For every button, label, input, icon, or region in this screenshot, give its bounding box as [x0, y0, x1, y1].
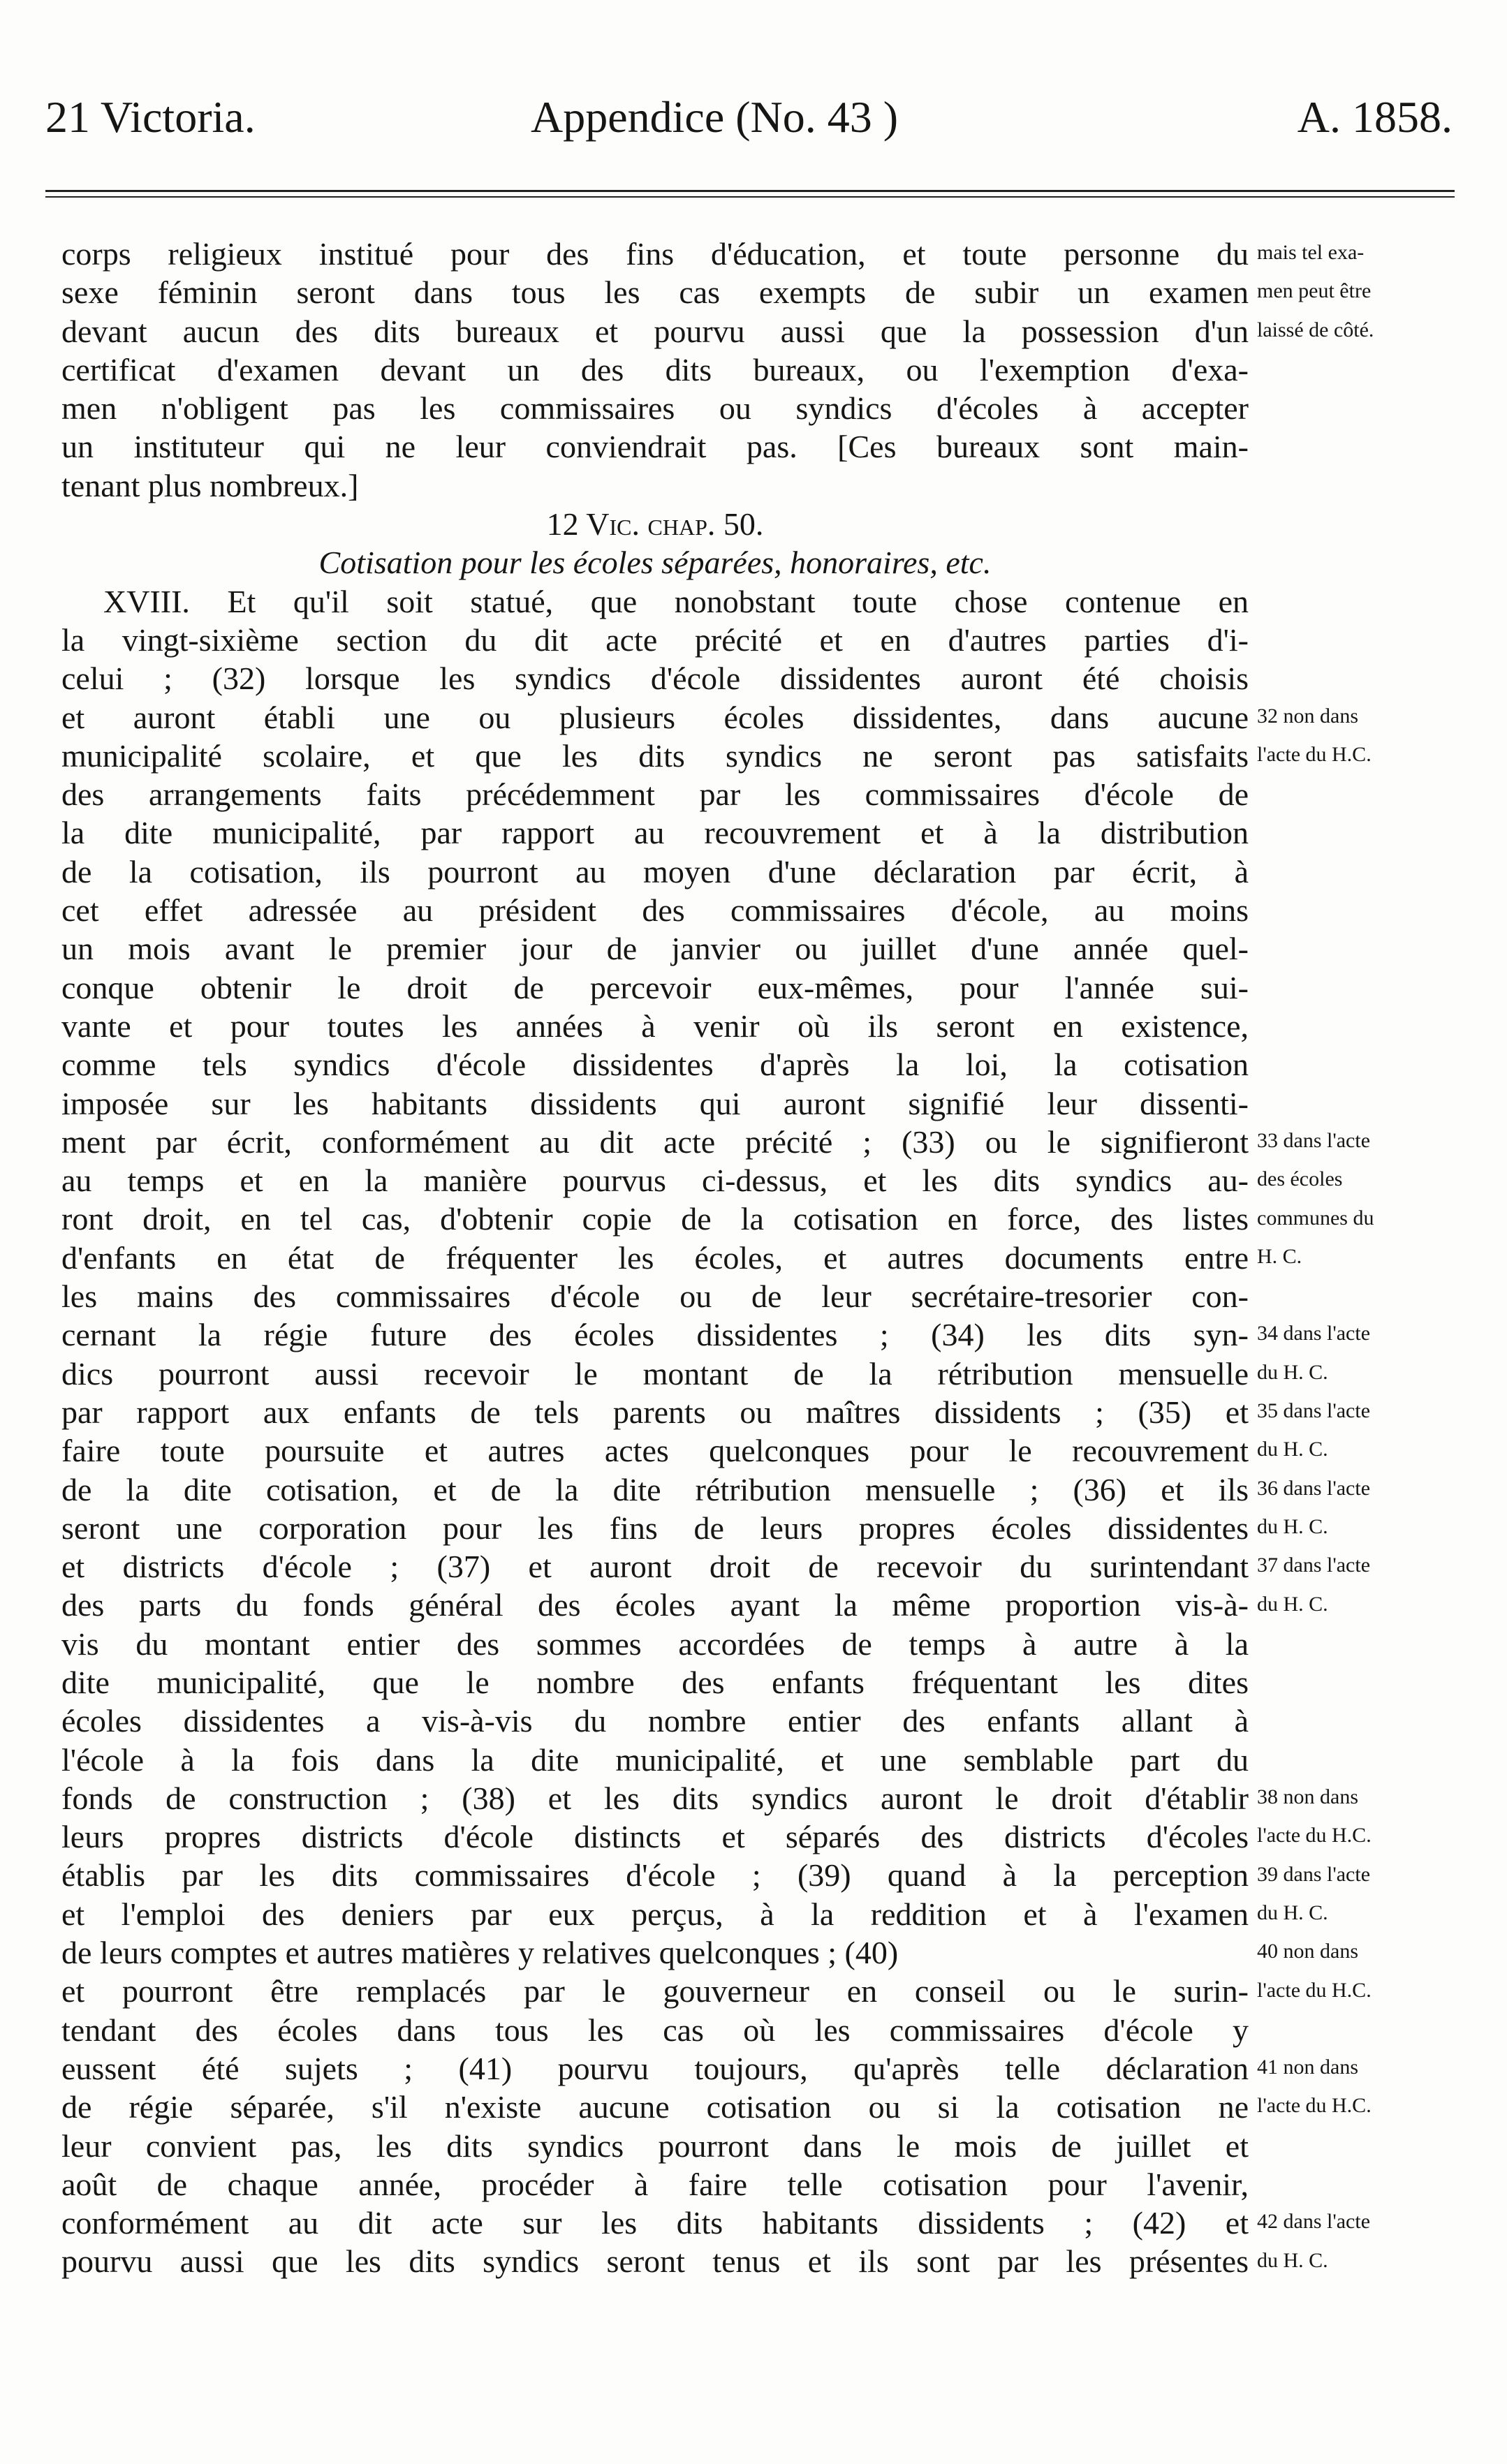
text-line: et auront établi une ou plusieurs écoles dissidentes, dans aucune [61, 699, 1249, 735]
text-line: imposée sur les habitants dissidents qui auront signifié leur dissenti- [61, 1085, 1249, 1121]
text-line: dics pourront aussi recevoir le montant de la rétribution mensuelle [61, 1355, 1249, 1392]
text-line: cet effet adressée au président des commissaires d'école, au moins [61, 892, 1249, 929]
text-line: ront droit, en tel cas, d'obtenir copie de la cotisation en force, des listes [61, 1201, 1249, 1237]
text-line: conformément au dit acte sur les dits habitants dissidents ; (42) et [61, 2205, 1249, 2241]
text-line: un instituteur qui ne leur conviendrait pas. [Ces bureaux sont main- [61, 429, 1249, 465]
statute-reference: 12 Vic. chap. 50. [546, 506, 764, 543]
margin-note: 37 dans l'acte [1257, 1554, 1371, 1577]
margin-note: l'acte du H.C. [1257, 742, 1372, 766]
text-line: de la cotisation, ils pourront au moyen d'une déclaration par écrit, à [61, 853, 1249, 890]
text-line: et l'emploi des deniers par eux perçus, à la reddition et à l'examen [61, 1896, 1249, 1932]
margin-note: 32 non dans [1257, 704, 1358, 728]
header-rule [45, 190, 1455, 192]
text-line: et districts d'école ; (37) et auront droit de recevoir du surintendant [61, 1549, 1249, 1585]
margin-note: du H. C. [1257, 1514, 1328, 1538]
text-line: sexe féminin seront dans tous les cas exempts de subir un examen [61, 274, 1249, 311]
text-line: un mois avant le premier jour de janvier ou juillet d'une année quel- [61, 931, 1249, 967]
text-line: leurs propres districts d'école distincts et séparés des districts d'écoles [61, 1819, 1249, 1855]
margin-note: du H. C. [1257, 1360, 1328, 1384]
text-line: XVIII. Et qu'il soit statué, que nonobstant toute chose contenue en [103, 583, 1249, 619]
text-line: cernant la régie future des écoles dissidentes ; (34) les dits syn- [61, 1317, 1249, 1353]
text-line: comme tels syndics d'école dissidentes d'après la loi, la cotisation [61, 1047, 1249, 1083]
text-line: certificat d'examen devant un des dits bureaux, ou l'exemption d'exa- [61, 351, 1249, 388]
text-line: la dite municipalité, par rapport au recouvrement et à la distribution [61, 815, 1249, 851]
margin-note: des écoles [1257, 1167, 1343, 1191]
text-line: des arrangements faits précédemment par les commissaires d'école de [61, 776, 1249, 813]
margin-note: 38 non dans [1257, 1785, 1358, 1808]
margin-note: 42 dans l'acte [1257, 2210, 1371, 2234]
margin-note: H. C. [1257, 1244, 1302, 1268]
text-line: fonds de construction ; (38) et les dits syndics auront le droit d'établir [61, 1780, 1249, 1816]
text-line: men n'obligent pas les commissaires ou syndics d'écoles à accepter [61, 390, 1249, 427]
margin-note: l'acte du H.C. [1257, 1978, 1372, 2002]
text-line: celui ; (32) lorsque les syndics d'école dissidentes auront été choisis [61, 661, 1249, 697]
margin-note: 35 dans l'acte [1257, 1399, 1371, 1422]
text-line: dite municipalité, que le nombre des enfants fréquentant les dites [61, 1664, 1249, 1700]
text-line: au temps et en la manière pourvus ci-dessus, et les dits syndics au- [61, 1163, 1249, 1199]
text-line: écoles dissidentes a vis-à-vis du nombre entier des enfants allant à [61, 1703, 1249, 1739]
margin-note: communes du [1257, 1206, 1374, 1230]
text-line: par rapport aux enfants de tels parents ou maîtres dissidents ; (35) et [61, 1394, 1249, 1430]
text-line: établis par les dits commissaires d'école ; (39) quand à la perception [61, 1857, 1249, 1894]
margin-note: 34 dans l'acte [1257, 1322, 1371, 1345]
text-line: de la dite cotisation, et de la dite rétribution mensuelle ; (36) et ils [61, 1471, 1249, 1507]
text-line: l'école à la fois dans la dite municipalité, et une semblable part du [61, 1741, 1249, 1778]
text-line: leur convient pas, les dits syndics pourront dans le mois de juillet et [61, 2127, 1249, 2164]
margin-note: 40 non dans [1257, 1940, 1358, 1963]
text-line: ment par écrit, conformément au dit acte précité ; (33) ou le signifieront [61, 1123, 1249, 1160]
text-line: vante et pour toutes les années à venir où ils seront en existence, [61, 1008, 1249, 1044]
text-line: municipalité scolaire, et que les dits syndics ne seront pas satisfaits [61, 737, 1249, 774]
margin-note: l'acte du H.C. [1257, 1824, 1372, 1847]
body-text [61, 235, 1249, 2281]
text-line: devant aucun des dits bureaux et pourvu aussi que la possession d'un [61, 313, 1249, 349]
text-line: conque obtenir le droit de percevoir eux-mêmes, pour l'année sui- [61, 969, 1249, 1005]
header-year: A. 1858. [1297, 92, 1453, 142]
text-line: des parts du fonds général des écoles ayant la même proportion vis-à- [61, 1587, 1249, 1623]
margin-note: du H. C. [1257, 2248, 1328, 2272]
header-rule-thin [45, 196, 1455, 198]
text-line: corps religieux institué pour des fins d'éducation, et toute personne du [61, 236, 1249, 272]
header-appendix: Appendice (No. 43 ) [531, 92, 899, 142]
text-line: et pourront être remplacés par le gouverneur en conseil ou le surin- [61, 1973, 1249, 2009]
section-heading: Cotisation pour les écoles séparées, honoraires, etc. [318, 545, 992, 581]
text-line: seront une corporation pour les fins de leurs propres écoles dissidentes [61, 1510, 1249, 1546]
text-line: tendant des écoles dans tous les cas où les commissaires d'école y [61, 2012, 1249, 2048]
text-line: vis du montant entier des sommes accordées de temps à autre à la [61, 1625, 1249, 1662]
text-line: de régie séparée, s'il n'existe aucune cotisation ou si la cotisation ne [61, 2089, 1249, 2125]
text-line: la vingt-sixième section du dit acte précité et en d'autres parties d'i- [61, 621, 1249, 658]
margin-note: mais tel exa- [1257, 241, 1365, 264]
margin-note: 41 non dans [1257, 2056, 1358, 2079]
text-line: d'enfants en état de fréquenter les écoles, et autres documents entre [61, 1239, 1249, 1276]
margin-note: l'acte du H.C. [1257, 2094, 1372, 2118]
margin-note: du H. C. [1257, 1438, 1328, 1461]
margin-note: 33 dans l'acte [1257, 1128, 1371, 1152]
text-line: faire toute poursuite et autres actes quelconques pour le recouvrement [61, 1433, 1249, 1469]
text-line: eussent été sujets ; (41) pourvu toujours, qu'après telle déclaration [61, 2050, 1249, 2086]
text-line: pourvu aussi que les dits syndics seront tenus et ils sont par les présentes [61, 2243, 1249, 2280]
margin-note: laissé de côté. [1257, 318, 1374, 341]
margin-note: men peut être [1257, 279, 1372, 303]
text-line: les mains des commissaires d'école ou de leur secrétaire-tresorier con- [61, 1278, 1249, 1315]
text-line: août de chaque année, procéder à faire telle cotisation pour l'avenir, [61, 2166, 1249, 2202]
header-session: 21 Victoria. [45, 92, 256, 142]
margin-note: 39 dans l'acte [1257, 1862, 1371, 1886]
text-line: de leurs comptes et autres matières y relatives quelconques ; (40) [61, 1935, 899, 1971]
text-line: tenant plus nombreux.] [61, 467, 359, 503]
margin-note: du H. C. [1257, 1901, 1328, 1924]
margin-note: du H. C. [1257, 1592, 1328, 1616]
margin-note: 36 dans l'acte [1257, 1476, 1371, 1500]
